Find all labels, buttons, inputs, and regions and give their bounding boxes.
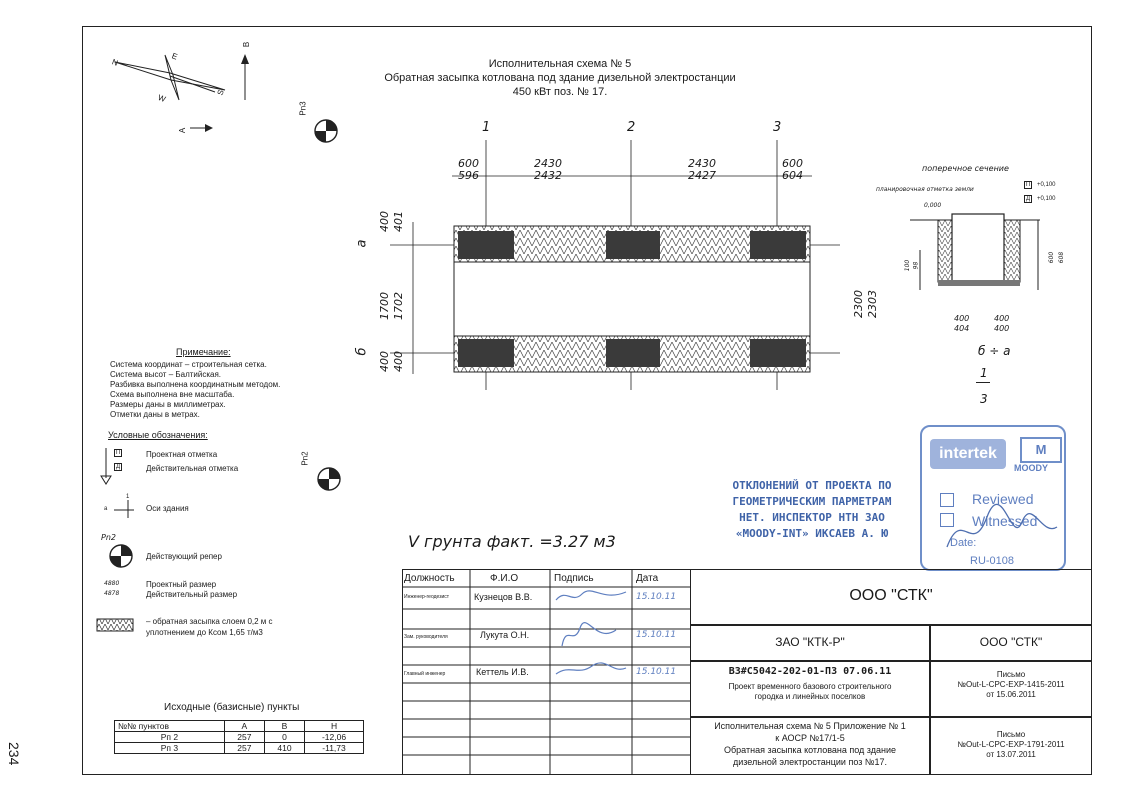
dim-top-1-design: 600 bbox=[458, 157, 479, 170]
dim-left-3b bbox=[392, 351, 405, 372]
legend-backfill-line-2: уплотнением до Ксом 1,65 т/м3 bbox=[146, 628, 263, 637]
table-cell: 410 bbox=[264, 743, 304, 754]
dim-top-3-design: 2430 bbox=[688, 157, 716, 170]
notes-line-2: Система высот – Балтийская. bbox=[110, 370, 222, 379]
axis-label-1: 1 bbox=[482, 120, 491, 135]
stamp-date-label: Date: bbox=[950, 537, 977, 549]
titleblock-header-date: Дата bbox=[636, 573, 659, 584]
signer-1-position: Инженер-геодезист bbox=[404, 594, 450, 600]
signer-3-date: 15.10.11 bbox=[636, 667, 677, 677]
base-points-table bbox=[114, 720, 364, 754]
inspector-stamp-line-1: ОТКЛОНЕНИЙ ОТ ПРОЕКТА ПО bbox=[732, 479, 892, 492]
dim-left-2b bbox=[392, 292, 405, 320]
cross-section-drawing bbox=[900, 190, 1050, 310]
legend-actual-mark-icon: Д bbox=[116, 464, 121, 470]
section-mark-p: П bbox=[1026, 182, 1031, 188]
dim-left-3-design: 400 bbox=[378, 351, 391, 372]
legend-backfill bbox=[146, 616, 273, 638]
legend-axis: Оси здания bbox=[146, 504, 189, 513]
project-desc bbox=[690, 682, 930, 702]
axis-label-3: 3 bbox=[773, 120, 782, 135]
section-mark-d: Д bbox=[1026, 196, 1031, 202]
dim-top-3 bbox=[688, 158, 716, 182]
notes-line-4: Схема выполнена вне масштаба. bbox=[110, 390, 235, 399]
doc-title-line-1: Исполнительная схема № 5 Приложение № 1 bbox=[714, 721, 906, 731]
legend-design-mark: Проектная отметка bbox=[146, 450, 218, 459]
legend-heading: Условные обозначения: bbox=[108, 430, 208, 440]
letter-2-number: №Out-L-CPC-EXP-1791-2011 bbox=[957, 740, 1065, 749]
inspector-stamp-line-2: ГЕОМЕТРИЧЕСКИМ ПАРМЕТРАМ bbox=[732, 495, 892, 508]
dim-left-3 bbox=[378, 351, 391, 372]
doc-title-line-2: к АОСР №17/1-5 bbox=[775, 733, 845, 743]
moody-logo-text: MOODY bbox=[1014, 463, 1049, 473]
dim-top-4-design: 600 bbox=[782, 157, 803, 170]
letter-1 bbox=[930, 670, 1092, 700]
dim-left-1-design: 400 bbox=[378, 211, 391, 232]
benchmark-rp2-label: Pn2 bbox=[300, 451, 310, 466]
dim-left-2-design: 1700 bbox=[378, 292, 391, 320]
axis-label-b: б bbox=[354, 347, 370, 356]
dim-left-2 bbox=[378, 292, 391, 320]
legend-size-actual-num: 4878 bbox=[104, 590, 120, 597]
compass-a-label: A bbox=[178, 127, 188, 134]
section-left-actual: 98 bbox=[912, 261, 920, 270]
client-name: ЗАО "КТК-Р" bbox=[775, 635, 845, 649]
dim-left-3-actual: 400 bbox=[392, 351, 405, 372]
dim-right-design: 2300 bbox=[852, 290, 865, 318]
dim-right-actual: 2303 bbox=[866, 290, 879, 318]
reviewed-label: Reviewed bbox=[972, 491, 1034, 507]
notes-heading: Примечание: bbox=[176, 347, 231, 357]
base-points-header-cell: A bbox=[224, 721, 264, 732]
base-points-header-cell: №№ пунктов bbox=[115, 721, 225, 732]
project-code: ВЗ#С5042-202-01-ПЗ 07.06.11 bbox=[728, 666, 892, 677]
base-points-header-cell: B bbox=[264, 721, 304, 732]
axis-label-a: а bbox=[354, 239, 370, 248]
table-cell: 257 bbox=[224, 743, 264, 754]
legend-size-actual: Действительный размер bbox=[146, 590, 238, 599]
dim-top-3-actual: 2427 bbox=[688, 169, 716, 182]
benchmark-rp3-icon bbox=[313, 118, 339, 144]
dim-left-1-actual: 401 bbox=[392, 211, 405, 232]
notes-line-5: Размеры даны в миллиметрах. bbox=[110, 400, 226, 409]
page-number: 234 bbox=[6, 742, 22, 766]
inspector-signature bbox=[942, 497, 1062, 557]
table-cell: -11,73 bbox=[305, 743, 364, 754]
legend-benchmark-label: Pn2 bbox=[101, 533, 116, 542]
section-axis-3: 3 bbox=[980, 392, 988, 406]
contractor-name: ООО "СТК" bbox=[979, 635, 1043, 649]
inspector-stamp bbox=[722, 478, 902, 542]
dim-top-2-actual: 2432 bbox=[534, 169, 562, 182]
section-mark-d-value: +0,100 bbox=[1037, 196, 1056, 202]
titleblock-header-signature: Подпись bbox=[554, 573, 594, 584]
signer-3-position: Главный инженер bbox=[404, 671, 446, 677]
legend-design-mark-icon: П bbox=[116, 450, 121, 456]
legend-mark-arrow-icon bbox=[98, 446, 114, 486]
signer-1-signature bbox=[552, 586, 630, 606]
dim-top-1-actual: 596 bbox=[458, 169, 479, 182]
table-row bbox=[115, 743, 364, 754]
legend-size-design-num: 4880 bbox=[104, 580, 120, 587]
titleblock-header-name: Ф.И.О bbox=[490, 573, 519, 584]
letter-1-number: №Out-L-CPC-EXP-1415-2011 bbox=[957, 680, 1065, 689]
moody-logo-icon: M bbox=[1020, 437, 1062, 463]
notes-list bbox=[110, 360, 280, 420]
table-cell: Рп 2 bbox=[115, 732, 225, 743]
signer-1-date: 15.10.11 bbox=[636, 592, 677, 602]
section-right-design: 600 bbox=[1048, 251, 1056, 264]
compass-n-label: N bbox=[110, 57, 120, 68]
dim-top-1 bbox=[458, 158, 479, 182]
notes-line-1: Система координат – строительная сетка. bbox=[110, 360, 267, 369]
soil-volume: V грунта факт. =3.27 м3 bbox=[408, 532, 616, 551]
signer-3-name: Кеттель И.В. bbox=[476, 667, 529, 677]
title-line-1: Исполнительная схема № 5 bbox=[488, 58, 632, 70]
section-left-design: 100 bbox=[904, 259, 912, 272]
dim-left-2-actual: 1702 bbox=[392, 292, 405, 320]
moody-stamp bbox=[920, 425, 1066, 571]
stamp-code: RU-0108 bbox=[970, 555, 1015, 567]
signer-2-name: Лукута О.Н. bbox=[480, 630, 530, 640]
letter-2-title: Письмо bbox=[996, 730, 1026, 739]
signer-2-date: 15.10.11 bbox=[636, 630, 677, 640]
dim-top-4 bbox=[782, 158, 803, 182]
section-ground-value: 0,000 bbox=[924, 202, 942, 209]
section-bottom-left bbox=[954, 314, 969, 334]
intertek-logo: intertek bbox=[930, 439, 1006, 469]
section-axes-label: б ÷ а bbox=[978, 344, 1011, 358]
doc-title-line-3: Обратная засыпка котлована под здание bbox=[724, 745, 896, 755]
table-cell: -12,06 bbox=[305, 732, 364, 743]
dim-left-1b bbox=[392, 211, 405, 232]
inspector-stamp-line-3: НЕТ. ИНСПЕКТОР НТН ЗАО bbox=[739, 511, 885, 524]
dim-top-2 bbox=[534, 158, 562, 182]
dim-top-4-actual: 604 bbox=[782, 169, 803, 182]
doc-title bbox=[690, 720, 930, 768]
notes-line-3: Разбивка выполнена координатным методом. bbox=[110, 380, 281, 389]
legend-axis-sym-1: 1 bbox=[126, 494, 130, 500]
base-points-header-cell: H bbox=[305, 721, 364, 732]
section-bottom-dim-3: 400 bbox=[994, 314, 1010, 323]
table-row bbox=[115, 732, 364, 743]
section-title: поперечное сечение bbox=[922, 164, 1009, 173]
table-cell: 257 bbox=[224, 732, 264, 743]
signer-1-name: Кузнецов В.В. bbox=[474, 592, 533, 602]
section-axis-1: 1 bbox=[980, 366, 988, 380]
benchmark-rp3-label: Pn3 bbox=[298, 101, 308, 116]
section-bottom-dim-2: 404 bbox=[954, 324, 970, 333]
section-bottom-dim-4: 400 bbox=[994, 324, 1010, 333]
base-points-header-row bbox=[115, 721, 364, 732]
title-line-3: 450 кВт поз. № 17. bbox=[512, 86, 608, 98]
section-bottom-right bbox=[994, 314, 1009, 334]
section-ground-label: планировочная отметка земли bbox=[876, 186, 974, 193]
project-desc-line-2: городка и линейных поселков bbox=[754, 692, 866, 701]
legend-actual-mark: Действительная отметка bbox=[146, 464, 239, 473]
section-axis-divider bbox=[976, 382, 990, 383]
compass-s-label: S bbox=[215, 88, 226, 97]
company-main: ООО "СТК" bbox=[849, 587, 933, 604]
compass-e-label: E bbox=[170, 51, 179, 62]
titleblock-header-position: Должность bbox=[404, 573, 455, 584]
witnessed-label: Witnessed bbox=[972, 513, 1038, 529]
legend-benchmark-icon bbox=[108, 543, 134, 569]
table-cell: 0 bbox=[264, 732, 304, 743]
title-line-2: Обратная засыпка котлована под здание дизельной электростанции bbox=[384, 72, 736, 84]
legend-size-design: Проектный размер bbox=[146, 580, 217, 589]
compass-w-label: W bbox=[156, 92, 167, 105]
signer-2-signature bbox=[556, 620, 626, 650]
letter-2 bbox=[930, 730, 1092, 760]
compass-b-label: B bbox=[242, 41, 252, 48]
legend-backfill-line-1: – обратная засыпка слоем 0,2 м с bbox=[146, 617, 273, 626]
letter-2-date: от 13.07.2011 bbox=[986, 750, 1036, 759]
doc-title-line-4: дизельной электростанции поз №17. bbox=[732, 757, 888, 767]
signer-3-signature bbox=[552, 660, 630, 680]
section-bottom-dim-1: 400 bbox=[954, 314, 970, 323]
letter-1-title: Письмо bbox=[996, 670, 1026, 679]
legend-benchmark: Действующий репер bbox=[146, 552, 222, 561]
benchmark-rp2-icon bbox=[316, 466, 342, 492]
inspector-stamp-line-4: «MOODY-INT» ИКСАЕВ А. Ю bbox=[735, 527, 889, 540]
legend-axis-sym-a: а bbox=[104, 506, 108, 512]
dim-left-1 bbox=[378, 211, 391, 232]
section-right-actual: 608 bbox=[1058, 251, 1066, 264]
notes-line-6: Отметки даны в метрах. bbox=[110, 410, 200, 419]
foundation-plan bbox=[380, 110, 850, 410]
table-cell: Рп 3 bbox=[115, 743, 225, 754]
letter-1-date: от 15.06.2011 bbox=[986, 690, 1036, 699]
section-mark-p-value: +0,100 bbox=[1037, 182, 1056, 188]
dim-top-2-design: 2430 bbox=[534, 157, 562, 170]
project-desc-line-1: Проект временного базового строительного bbox=[728, 682, 892, 691]
axis-label-2: 2 bbox=[627, 120, 636, 135]
signer-2-position: Зам. руководителя bbox=[404, 634, 448, 640]
legend-backfill-icon bbox=[96, 618, 134, 632]
base-points-title: Исходные (базисные) пункты bbox=[164, 702, 300, 713]
